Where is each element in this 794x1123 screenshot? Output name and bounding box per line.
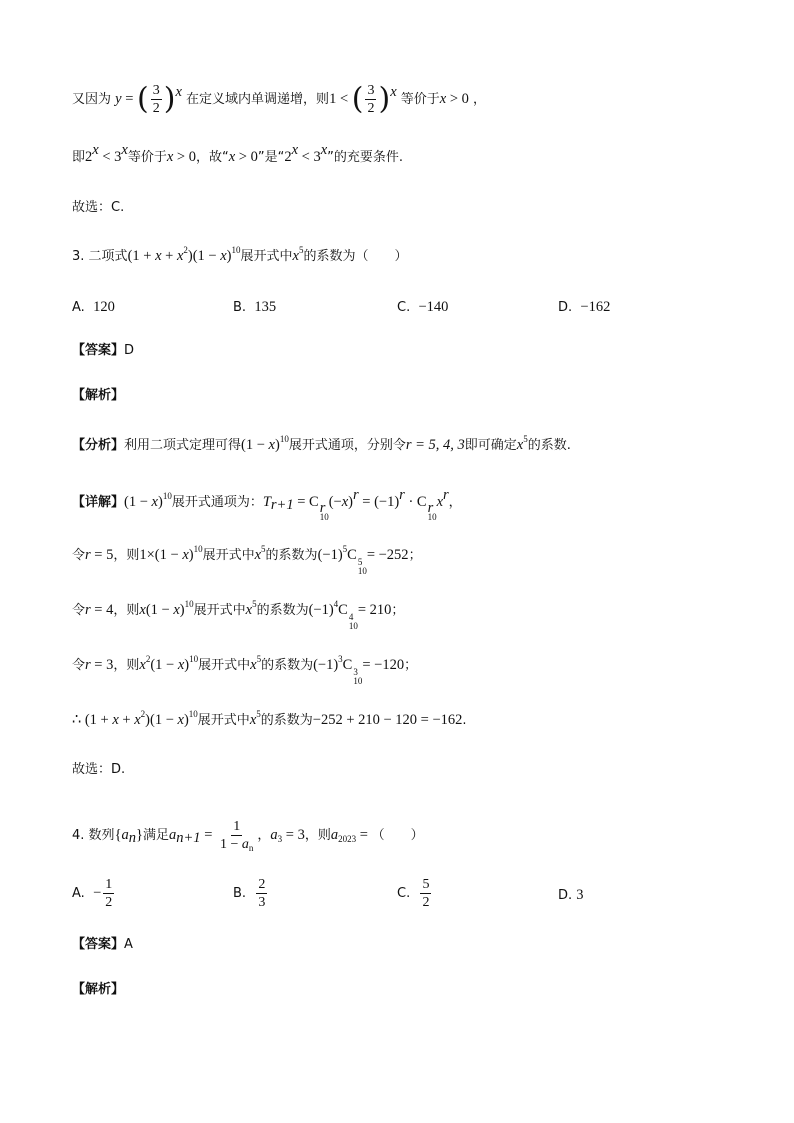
q4-option-c[interactable]: C. $\frac{5}{2}$ [397, 877, 430, 910]
line-equivalence: 即$2^x < 3^x$等价于x > 0，故“x > 0”是“$2^x < 3^x$”的充要条件. [72, 142, 404, 165]
q4-option-b[interactable]: B. $\frac{2}{3}$ [233, 877, 266, 910]
final-answer-q3: 故选：D. [72, 762, 126, 777]
detail-step-r3: 令r = 3，则$x^2(1 - x)^{10}$展开式中$x^5$的系数为$(-1)^3C$ 3 10 = −120； [72, 654, 418, 686]
analysis-heading-q3: 【解析】 [72, 388, 125, 403]
option-d[interactable]: D. −162 [558, 299, 611, 315]
text: ， [473, 92, 487, 107]
detail-general-term: 【详解】$(1 - x)^{10}$展开式通项为：$T_{r+1} = C$ r 10 $(-x)^r = (-1)^r \cdot C$ r 10 $x^r$， [72, 487, 462, 522]
question-3-stem: 3. 二项式$(1 + x + x^2)(1 - x)^{10}$展开式中$x^5$的系数为（ ） [72, 245, 408, 264]
option-a[interactable]: A. 120 [72, 299, 115, 315]
detail-step-r5: 令r = 5，则$1\times(1 - x)^{10}$展开式中$x^5$的系数为$(-1)^5C$ 5 10 = −252； [72, 544, 422, 576]
analysis-heading-q4: 【解析】 [72, 982, 125, 997]
detail-step-r4: 令r = 4，则$x(1 - x)^{10}$展开式中$x^5$的系数为$(-1)^4C$ 4 10 = 210； [72, 599, 405, 631]
text: 等价于 [127, 150, 167, 165]
option-c[interactable]: C. −140 [397, 299, 449, 315]
text: 在定义域内单调递增，则 [186, 92, 330, 107]
answer-q3: 【答案】D [72, 343, 135, 358]
q4-option-a[interactable]: A. − $\frac{1}{2}$ [72, 877, 113, 910]
question-number: 3. [72, 249, 85, 264]
answer-line-c: 故选：C. [72, 200, 125, 215]
text: 展开式中 [240, 249, 293, 264]
text: 二项式 [88, 249, 128, 264]
text: ，故“ [195, 150, 229, 165]
detail-sum: ∴ $(1 + x + x^2)(1 - x)^{10}$展开式中$x^5$的系数为−252 + 210 − 120 = −162. [72, 709, 467, 728]
math-y: y [115, 91, 122, 107]
text: 等价于 [400, 92, 440, 107]
q4-option-d[interactable]: D. 3 [558, 887, 584, 903]
option-b[interactable]: B. 135 [233, 299, 277, 315]
line-monotonic: 又因为 y = ( $\frac{3}{2}$ )$^x$ 在定义域内单调递增，则1 < ( $\frac{3}{2}$ )$^x$ 等价于x > 0 ， [72, 81, 487, 117]
text: ”是“ [257, 150, 285, 165]
text: 又因为 [72, 92, 112, 107]
text: ”的充要条件. [327, 150, 404, 165]
text: 即 [72, 150, 86, 165]
question-4-stem: 4. 数列$\{a_n\}$满足$a_{n+1}$ = $\frac{1}{1 - a_n}$ ，$a_3 = 3$，则$a_{2023}$ = （ ） [72, 819, 424, 853]
answer-q4: 【答案】A [72, 937, 133, 952]
analysis-fenxi: 【分析】利用二项式定理可得$(1 - x)^{10}$展开式通项，分别令r = 5, 4, 3即可确定$x^5$的系数. [72, 434, 571, 453]
text: 的系数为（ ） [303, 249, 408, 264]
